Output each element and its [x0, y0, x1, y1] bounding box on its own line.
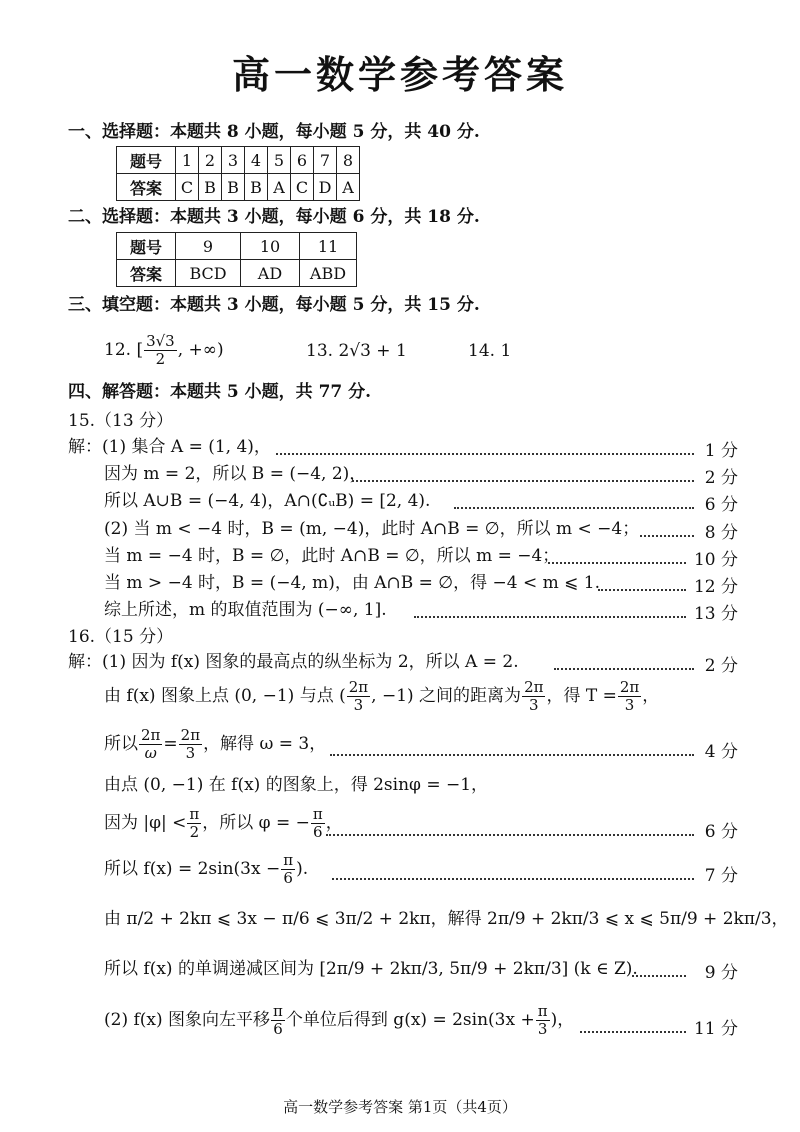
fraction-numerator: 3√3 — [146, 332, 175, 350]
text-segment: ，解得 ω = 3， — [203, 734, 327, 754]
score-label: 9 分 — [704, 963, 738, 983]
fraction-denominator: 2 — [189, 823, 200, 841]
dot-leader — [276, 451, 694, 455]
fraction-denominator: 6 — [313, 823, 323, 841]
table-header-cell: 题号 — [117, 233, 176, 260]
fraction — [144, 333, 177, 368]
table-cell: 11 — [300, 233, 357, 260]
table-cell: D — [314, 174, 337, 201]
dot-leader — [326, 832, 694, 836]
table-row — [117, 233, 357, 260]
fraction-numerator: π — [273, 1002, 283, 1020]
text-segment: , −1) 之间的距离为 — [371, 686, 522, 706]
table-cell: C — [176, 174, 199, 201]
dot-leader — [332, 876, 694, 880]
page-title: 高一数学参考答案 — [231, 53, 568, 97]
fraction-numerator: π — [189, 805, 200, 823]
section-4-heading: 四、解答题：本题共 5 小题，共 77 分. — [68, 382, 372, 402]
q15-line-4: (2) 当 m < −4 时，B = (m, −4)，此时 A∩B = ∅，所以 m < −4； — [104, 519, 640, 539]
answer-12-prefix: 12. [ — [104, 340, 144, 360]
table-row — [117, 260, 357, 287]
fraction-denominator: 3 — [353, 696, 364, 714]
table-cell: 5 — [268, 147, 291, 174]
text-segment: ). — [296, 859, 309, 879]
q16-line-8: 所以 f(x) 的单调递减区间为 [2π/9 + 2kπ/3, 5π/9 + 2kπ/3] (k ∈ Z). — [104, 959, 638, 979]
table-cell: A — [337, 174, 360, 201]
score-label: 6 分 — [704, 822, 738, 842]
q16-line-7: 由 π/2 + 2kπ ⩽ 3x − π/6 ⩽ 3π/2 + 2kπ，解得 2π/9 + 2kπ/3 ⩽ x ⩽ 5π/9 + 2kπ/3， — [104, 909, 789, 929]
answer-table-1 — [116, 146, 360, 201]
section-2-heading: 二、选择题：本题共 3 小题，每小题 6 分，共 18 分. — [68, 207, 480, 227]
fraction — [347, 679, 370, 714]
table-cell: B — [245, 174, 268, 201]
text-segment: ， — [642, 686, 660, 706]
score-label: 2 分 — [704, 468, 738, 488]
fraction-numerator: π — [537, 1002, 548, 1020]
fraction-numerator: 2π — [524, 678, 544, 696]
fraction-denominator: 3 — [624, 696, 635, 714]
fraction-denominator: 2 — [155, 350, 166, 368]
dot-leader — [580, 1029, 686, 1033]
fraction-numerator: 2π — [619, 678, 640, 696]
fraction — [139, 727, 162, 762]
dot-leader — [330, 752, 694, 756]
table-cell: 7 — [314, 147, 337, 174]
fraction-denominator: 6 — [273, 1020, 283, 1038]
q16-heading: 16.（15 分） — [68, 627, 174, 647]
table-cell: 10 — [241, 233, 300, 260]
text-segment: 由 f(x) 图象上点 (0, −1) 与点 ( — [104, 686, 346, 706]
answer-table-2 — [116, 232, 357, 287]
fraction — [271, 1003, 285, 1038]
text-segment: )， — [550, 1010, 575, 1030]
section-1-heading: 一、选择题：本题共 8 小题，每小题 5 分，共 40 分. — [68, 122, 480, 142]
text-segment: ，得 T = — [546, 686, 617, 706]
table-cell: 8 — [337, 147, 360, 174]
fraction-numerator: 2π — [348, 678, 369, 696]
table-cell: 1 — [176, 147, 199, 174]
answer-12-suffix: , +∞) — [177, 340, 224, 360]
fraction — [618, 679, 641, 714]
fraction — [179, 727, 202, 762]
table-cell: C — [291, 174, 314, 201]
score-label: 7 分 — [704, 866, 738, 886]
score-label: 8 分 — [704, 523, 738, 543]
q16-line-6 — [104, 849, 308, 889]
text-segment: 因为 |φ| < — [104, 813, 187, 833]
table-row — [117, 174, 360, 201]
q15-line-1: 解：(1) 集合 A = (1, 4)， — [68, 437, 271, 457]
q15-line-5: 当 m = −4 时，B = ∅，此时 A∩B = ∅，所以 m = −4； — [104, 546, 560, 566]
fraction-numerator: 2π — [180, 726, 201, 744]
fraction-denominator: 6 — [283, 869, 293, 887]
table-row — [117, 147, 360, 174]
fraction — [311, 806, 325, 841]
q15-line-3: 所以 A∪B = (−4, 4)，A∩(∁ᵤB) = [2, 4). — [104, 491, 431, 511]
fraction — [281, 852, 295, 887]
table-header-cell: 题号 — [117, 147, 176, 174]
score-label: 2 分 — [704, 656, 738, 676]
fraction-denominator: 3 — [185, 744, 196, 762]
fraction — [522, 679, 545, 714]
dot-leader — [414, 614, 686, 618]
fraction-denominator: 3 — [537, 1020, 548, 1038]
text-segment: ，所以 φ = − — [202, 813, 310, 833]
text-segment: = — [163, 734, 178, 754]
q15-line-7: 综上所述，m 的取值范围为 (−∞, 1]. — [104, 600, 387, 620]
score-label: 10 分 — [693, 550, 738, 570]
score-label: 4 分 — [704, 742, 738, 762]
q16-line-4: 由点 (0, −1) 在 f(x) 的图象上，得 2sinφ = −1， — [104, 775, 489, 795]
score-label: 1 分 — [704, 441, 738, 461]
q16-line-5 — [104, 803, 343, 843]
fraction — [187, 806, 201, 841]
table-cell: B — [199, 174, 222, 201]
table-header-cell: 答案 — [117, 174, 176, 201]
fraction — [536, 1003, 550, 1038]
table-cell: BCD — [176, 260, 241, 287]
fraction-denominator: ω — [144, 744, 157, 762]
text-segment: 所以 — [104, 734, 138, 754]
answer-14: 14. 1 — [468, 341, 512, 361]
q16-line-2 — [104, 676, 659, 716]
fraction-numerator: π — [312, 805, 323, 823]
table-cell: 9 — [176, 233, 241, 260]
page-footer: 高一数学参考答案 第1页（共4页） — [283, 1098, 517, 1116]
score-label: 13 分 — [693, 604, 738, 624]
text-segment: ， — [325, 813, 343, 833]
score-label: 6 分 — [704, 495, 738, 515]
section-3-heading: 三、填空题：本题共 3 小题，每小题 5 分，共 15 分. — [68, 295, 480, 315]
text-segment: 所以 f(x) = 2sin(3x − — [104, 859, 281, 879]
q15-heading: 15.（13 分） — [68, 411, 174, 431]
fraction-numerator: 2π — [141, 726, 161, 744]
q15-line-6: 当 m > −4 时，B = (−4, m)，由 A∩B = ∅，得 −4 < m ⩽ 1. — [104, 573, 601, 593]
table-cell: 2 — [199, 147, 222, 174]
table-cell: 6 — [291, 147, 314, 174]
score-label: 12 分 — [693, 577, 738, 597]
q16-line-9 — [104, 1000, 574, 1040]
text-segment: 个单位后得到 g(x) = 2sin(3x + — [285, 1010, 535, 1030]
fraction-numerator: π — [283, 851, 294, 869]
answer-12 — [104, 330, 224, 370]
score-label: 11 分 — [693, 1019, 738, 1039]
table-cell: 4 — [245, 147, 268, 174]
dot-leader — [548, 560, 686, 564]
dot-leader — [554, 666, 694, 670]
text-segment: (2) f(x) 图象向左平移 — [104, 1010, 271, 1030]
dot-leader — [640, 533, 694, 537]
q16-line-1: 解：(1) 因为 f(x) 图象的最高点的纵坐标为 2，所以 A = 2. — [68, 652, 519, 672]
table-cell: B — [222, 174, 245, 201]
table-header-cell: 答案 — [117, 260, 176, 287]
table-cell: A — [268, 174, 291, 201]
q15-line-2: 因为 m = 2，所以 B = (−4, 2)， — [104, 464, 367, 484]
answer-13: 13. 2√3 + 1 — [306, 341, 407, 361]
table-cell: 3 — [222, 147, 245, 174]
table-cell: AD — [241, 260, 300, 287]
fraction-denominator: 3 — [528, 696, 539, 714]
table-cell: ABD — [300, 260, 357, 287]
dot-leader — [598, 587, 686, 591]
q16-line-3 — [104, 724, 326, 764]
dot-leader — [454, 505, 694, 509]
dot-leader — [352, 478, 694, 482]
dot-leader — [632, 973, 686, 977]
